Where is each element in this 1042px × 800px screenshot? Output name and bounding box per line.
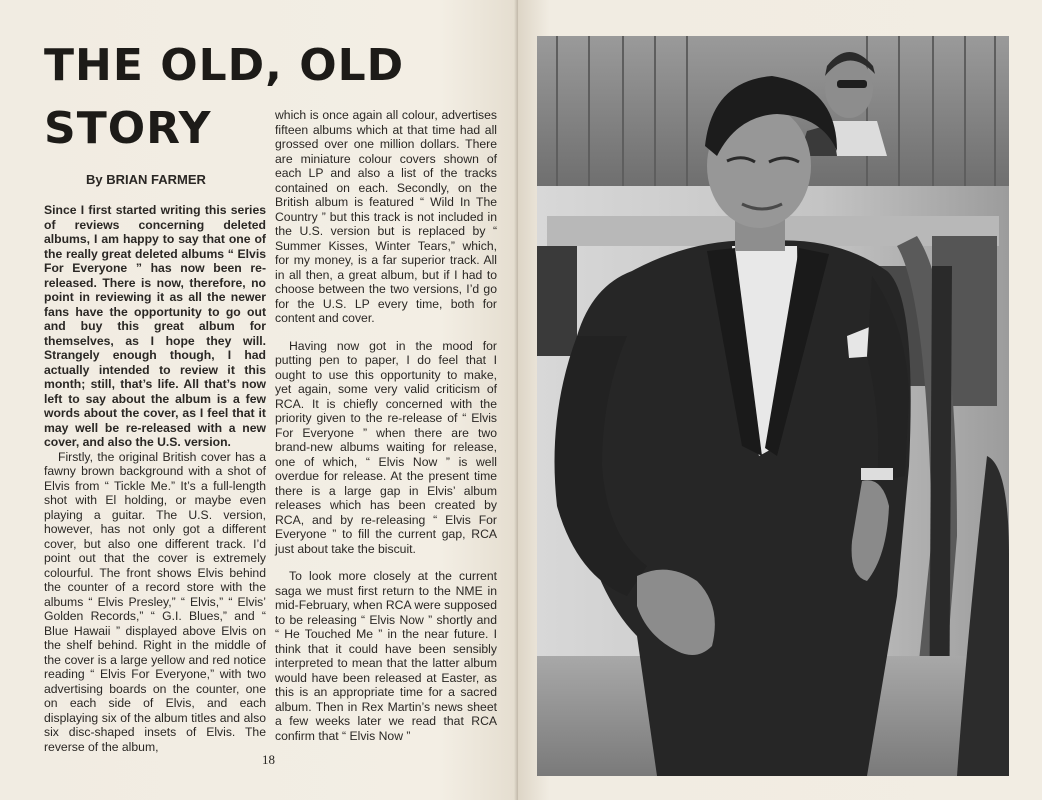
article-byline: By BRIAN FARMER bbox=[86, 172, 206, 187]
article-column-2 bbox=[275, 108, 497, 753]
article-title: THE OLD, OLD STORY bbox=[44, 40, 405, 154]
page-number: 18 bbox=[262, 752, 275, 767]
photo-illustration bbox=[537, 36, 1009, 776]
article-paragraph: which is once again all colour, advertises fifteen albums which at that time had all grossed over one million dollars. There are miniature colour covers shown of each LP and also a list of the tracks contained on each. Secondly, on the British album is featured “ Wild In The Country ” but this track is not included in the U.S. version but is replaced by “ Summer Kisses, Winter Tears,” which, for my money, is a far superior track. All in all then, a great album, but if I had to choose between the two versions, I’d go for the U.S. LP every time, both for content and cover. bbox=[275, 108, 497, 325]
left-page bbox=[0, 0, 518, 800]
elvis-photo bbox=[537, 36, 1009, 776]
article-paragraph: Having now got in the mood for putting pen to paper, I do feel that I ought to use this opportunity to make, yet again, some very valid criticism of RCA. It is chiefly concerned with the priority given to the re-release of “ Elvis For Everyone ” when there are two brand-new albums waiting for release, one of which, “ Elvis Now ” is well overdue for release. At the present time there is a large gap in Elvis’ album releases which has been created by RCA, and by re-releasing “ Elvis For Everyone ” to fill the current gap, RCA just about take the biscuit. bbox=[275, 338, 497, 556]
article-paragraph: Since I first started writing this series of reviews concerning deleted albums, I am happy to say that one of the really great deleted albums “ Elvis For Everyone ” has now been re-released. There is now, therefore, no point in reviewing it as all the newer fans have the opportunity to go out and buy this great album for themselves, as I hope they will. Strangely enough though, I had actually intended to review it this month; still, that’s life. All that’s now left to say about the album is a few words about the cover, as I feel that it may well be re-released with a new cover, and also the U.S. version. bbox=[44, 203, 266, 449]
article-column-1 bbox=[44, 203, 266, 753]
article-paragraph: Firstly, the original British cover has a fawny brown background with a shot of Elvis from “ Tickle Me.” It’s a full-length shot with El holding, or maybe even playing a guitar. The U.S. version, however, has not only got a different cover, but also one different track. I’d point out that the cover is extremely colourful. The front shows Elvis behind the counter of a record store with the albums “ Elvis Presley,” “ Elvis,” “ Elvis’ Golden Records,” “ G.I. Blues,” and “ Blue Hawaii ” displayed above Elvis on the shelf behind. Right in the middle of the cover is a large yellow and red notice reading “ Elvis For Everyone,” with two advertising boards on the counter, one on each side of Elvis, and each displaying six of the album titles and also six disc-shaped insets of Elvis. The reverse of the album, bbox=[44, 449, 266, 754]
article-paragraph: To look more closely at the current saga we must first return to the NME in mid-February, when RCA were supposed to be releasing “ Elvis Now ” shortly and “ He Touched Me ” in the near future. I think that it could have been sensibly interpreted to mean that the latter album would have been released at Easter, as this is an appropriate time for a sacred album. Then in Rex Martin’s news sheet a few weeks later we read that RCA confirm that “ Elvis Now ” bbox=[275, 569, 497, 743]
